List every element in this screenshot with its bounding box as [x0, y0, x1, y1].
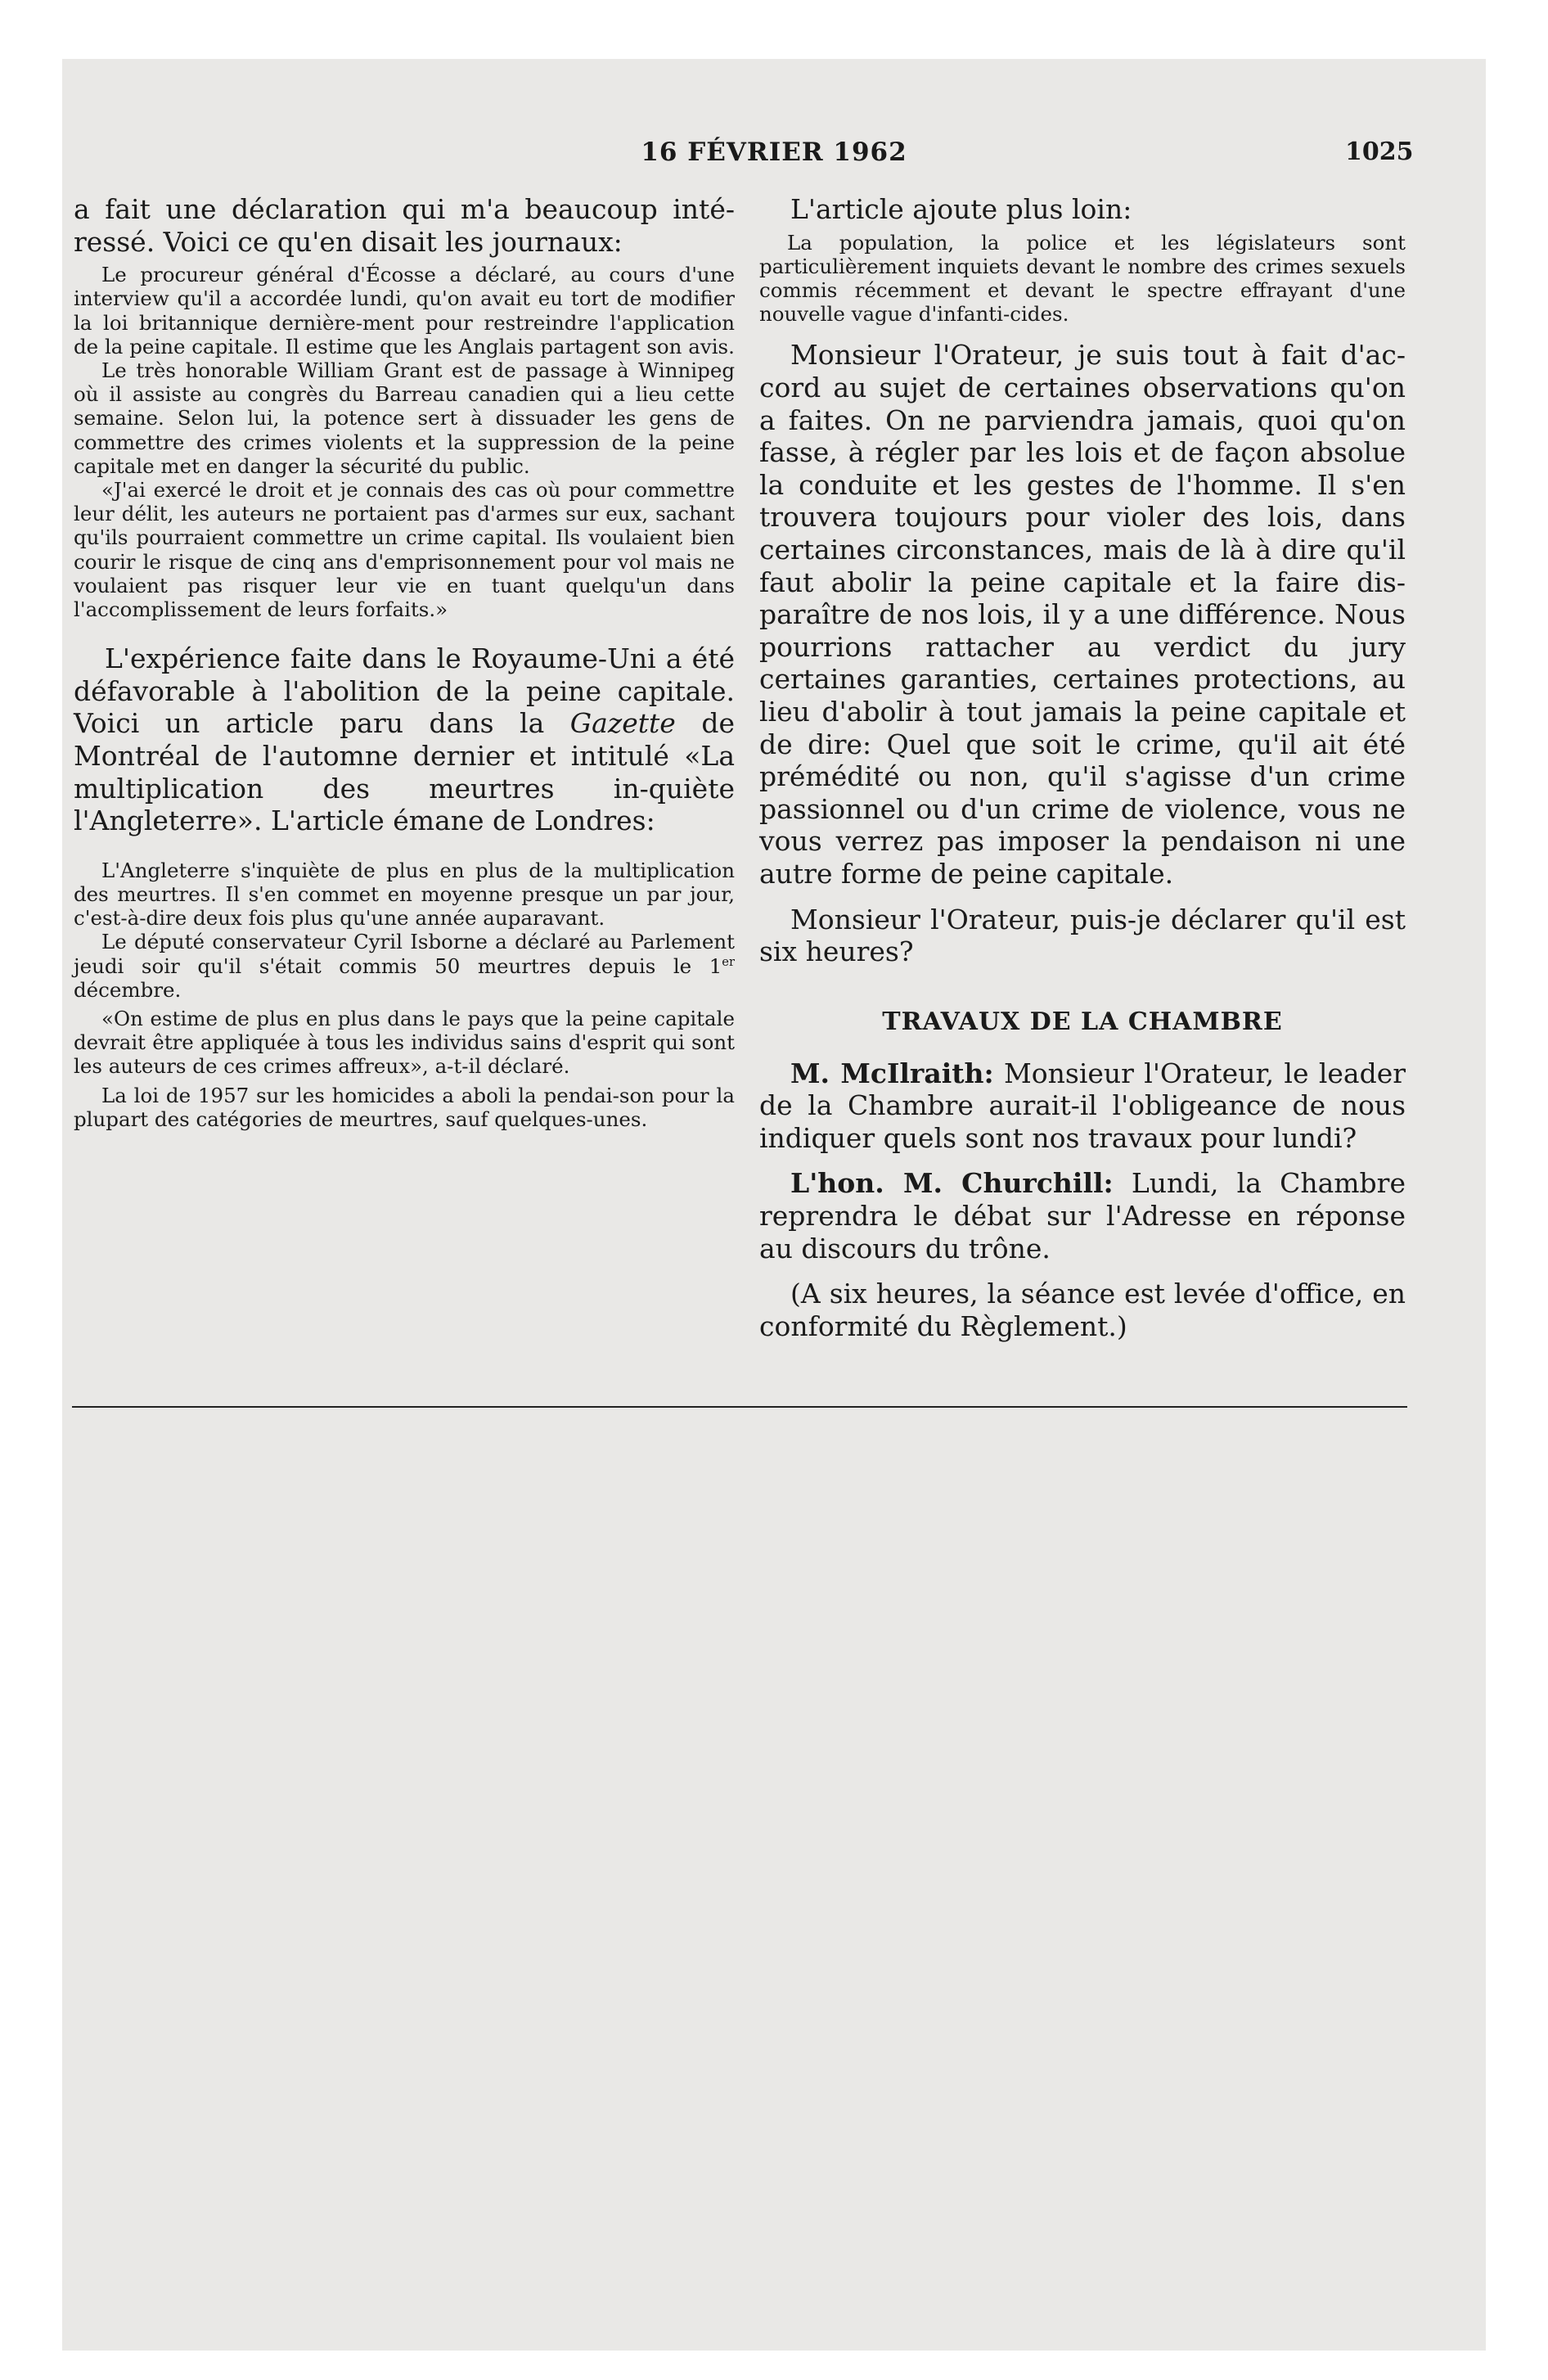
speech-mcilraith-text: Monsieur l'Orateur, le leader de la Chambre aurait-il l'obligeance de nous indiquer quels sont nos travaux pour lundi? [759, 1057, 1406, 1154]
gazette-title: Gazette [569, 707, 676, 740]
quote-exerce-le-droit: «J'ai exercé le droit et je connais des cas où pour commettre leur délit, les auteurs ne portaient pas d'armes sur eux, sachant qu'ils pourraient commettre un crime capital. Ils voulaient bien courir le risque de cinq ans d'emprisonnement pour vol mais ne voulaient pas risquer leur vie en tuant quelqu'un dans l'accomplissement de leurs forfaits.» [74, 478, 735, 622]
quote-procureur-general: Le procureur général d'Écosse a déclaré, au cours d'une interview qu'il a accordée lundi, qu'on avait eu tort de modifier la loi britannique dernière-ment pour restreindre l'application de la peine capitale. Il estime que les Anglais partagent son avis. [74, 263, 735, 358]
isborne-text-start: Le député conservateur Cyril Isborne a déclaré au Parlement jeudi soir qu'il s'était commis 50 meurtres depuis le 1 [74, 930, 735, 978]
left-column [74, 193, 735, 1131]
end-rule-divider [72, 1406, 1407, 1408]
quote-population-police: La population, la police et les législateurs sont particulièrement inquiets devant le nombre des crimes sexuels commis récemment et devant le spectre effrayant d'une nouvelle vague d'infanti-cides. [759, 230, 1406, 327]
page-date-header: 16 FÉVRIER 1962 [641, 137, 907, 167]
quote-loi-1957: La loi de 1957 sur les homicides a aboli la pendai-son pour la plupart des catégories de meurtres, sauf quelques-unes. [74, 1083, 735, 1131]
speech-churchill [759, 1167, 1406, 1264]
experience-text-start: L'expérience faite dans le Royaume-Uni a été défavorable à l'abolition de la peine capitale. Voici un article paru dans la [74, 642, 735, 740]
right-paragraph-article-ajoute: L'article ajoute plus loin: [790, 193, 1132, 225]
isborne-text-end: décembre. [74, 977, 182, 1002]
speaker-churchill: L'hon. M. Churchill: [790, 1167, 1114, 1200]
speech-churchill-text: Lundi, la Chambre reprendra le débat sur l'Adresse en réponse au discours du trône. [759, 1167, 1406, 1264]
experience-text-end: de Montréal de l'automne dernier et intitulé «La multiplication des meurtres in-quiète l'Angleterre». L'article émane de Londres: [74, 707, 735, 837]
quote-angleterre-inquiete: L'Angleterre s'inquiète de plus en plus de la multiplication des meurtres. Il s'en commet en moyenne presque un par jour, c'est-à-dire deux fois plus qu'une année auparavant. [74, 858, 735, 931]
speaker-mcilraith: M. McIlraith: [790, 1057, 994, 1089]
quote-cyril-isborne [74, 930, 735, 1002]
right-column [759, 193, 1406, 1342]
right-paragraph-orateur: Monsieur l'Orateur, je suis tout à fait d'ac-cord au sujet de certaines observations qu'on a faites. On ne parviendra jamais, quoi qu'on fasse, à régler par les lois et de façon absolue la conduite et les gestes de l'homme. Il s'en trouvera toujours pour violer des lois, dans certaines circonstances, mais de là à dire qu'il faut abolir la peine capitale et la faire dis-paraître de nos lois, il y a une différence. Nous pourrions rattacher au verdict du jury certaines garanties, certaines protections, au lieu d'abolir à tout jamais la peine capitale et de dire: Quel que soit le crime, qu'il ait été prémédité ou non, qu'il s'agisse d'un crime passionnel ou d'un crime de violence, vous ne vous verrez pas imposer la pendaison ni une autre forme de peine capitale. [759, 339, 1406, 890]
adjournment-note: (A six heures, la séance est levée d'office, en conformité du Règlement.) [759, 1278, 1406, 1342]
section-title-travaux: TRAVAUX DE LA CHAMBRE [882, 1007, 1283, 1036]
page-number: 1025 [1345, 137, 1414, 166]
right-paragraph-six-heures: Monsieur l'Orateur, puis-je déclarer qu'il est six heures? [759, 903, 1406, 968]
left-paragraph-experience [74, 642, 735, 837]
quote-william-grant: Le très honorable William Grant est de passage à Winnipeg où il assiste au congrès du Barreau canadien qui a lieu cette semaine. Selon lui, la potence sert à dissuader les gens de commettre des crimes violents et la suppression de la peine capitale met en danger la sécurité du public. [74, 358, 735, 478]
quote-on-estime: «On estime de plus en plus dans le pays que la peine capitale devrait être appliquée à tous les individus sains d'esprit qui sont les auteurs de ces crimes affreux», a-t-il déclaré. [74, 1007, 735, 1079]
speech-mcilraith [759, 1057, 1406, 1155]
left-paragraph-intro: a fait une déclaration qui m'a beaucoup inté-ressé. Voici ce qu'en disait les journaux: [74, 193, 735, 258]
isborne-superscript: er [722, 954, 735, 969]
